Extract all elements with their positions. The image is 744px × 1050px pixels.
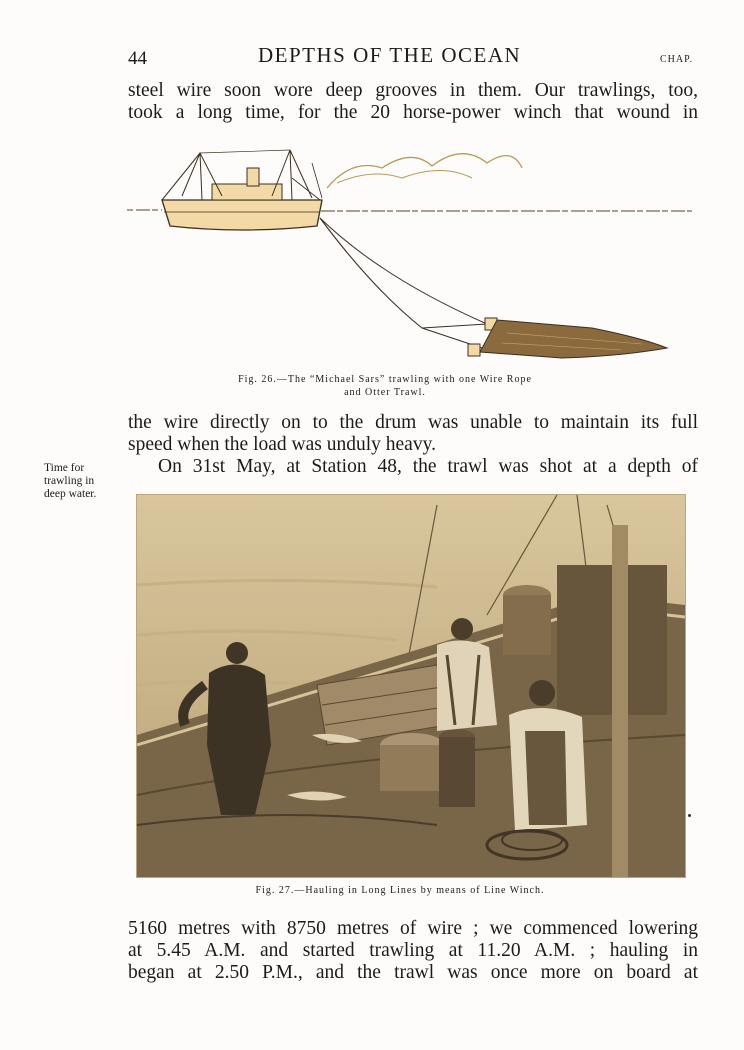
- text-line: On 31st May, at Station 48, the trawl was shot at a depth of: [158, 456, 698, 477]
- text-line: the wire directly on to the drum was unable to maintain its full: [128, 412, 698, 433]
- page-number: 44: [128, 48, 147, 69]
- margin-note-line: trawling in: [44, 475, 95, 487]
- caption-line: Fig. 26.—The “Michael Sars” trawling with one Wire Rope: [238, 374, 532, 385]
- paragraph-2: [128, 412, 698, 456]
- margin-note: [44, 462, 124, 501]
- caption-line: and Otter Trawl.: [344, 387, 426, 398]
- stray-mark: [688, 814, 691, 817]
- text-line: took a long time, for the 20 horse-power winch that wound in: [128, 102, 698, 123]
- margin-note-line: deep water.: [44, 488, 97, 500]
- text-line: began at 2.50 P.M., and the trawl was once more on board at: [128, 962, 698, 983]
- text-line: speed when the load was unduly heavy.: [128, 434, 436, 455]
- figure-27-caption: Fig. 27.—Hauling in Long Lines by means of Line Winch.: [255, 885, 545, 896]
- paragraph-4: [128, 918, 698, 984]
- paragraph-1: [128, 80, 698, 124]
- text-line: at 5.45 A.M. and started trawling at 11.20 A.M. ; hauling in: [128, 940, 698, 961]
- figure-27-photograph: [136, 494, 686, 878]
- margin-note-line: Time for: [44, 462, 85, 474]
- paragraph-3: [128, 456, 698, 478]
- figure-26-caption: [150, 373, 620, 399]
- chapter-marker: CHAP.: [660, 54, 694, 65]
- running-title: DEPTHS OF THE OCEAN: [258, 43, 522, 67]
- text-line: steel wire soon wore deep grooves in them. Our trawlings, too,: [128, 80, 698, 101]
- figure-26-illustration: [122, 138, 692, 373]
- text-line: 5160 metres with 8750 metres of wire ; we commenced lowering: [128, 918, 698, 939]
